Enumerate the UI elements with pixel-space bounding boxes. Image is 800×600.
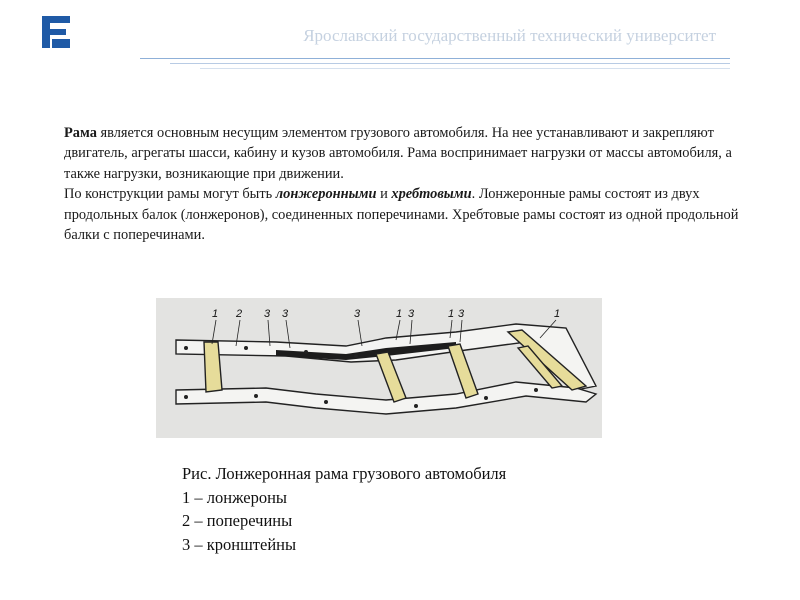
frame-figure (156, 298, 602, 438)
caption-item: 1 – лонжероны (182, 487, 287, 507)
figure-label: 1 (448, 308, 455, 320)
header-divider (140, 58, 730, 59)
truck-frame-drawing (156, 298, 602, 438)
paragraph-types: По конструкции рамы могут быть лонжеронными и хребтовыми. Лонжеронные рамы состоят из двух продольных балок (лонжеронов), соединенных поперечинами. Хребтовые рамы состоят из одной продольной балки с поперечинами. (64, 186, 739, 244)
figure-label: 1 (554, 308, 561, 320)
figure-caption (182, 462, 506, 556)
figure-label: 2 (236, 308, 243, 320)
figure-label: 1 (396, 308, 403, 320)
caption-item: 2 – поперечины (182, 511, 293, 531)
caption-title: Рис. Лонжеронная рама грузового автомобиля (182, 464, 507, 483)
figure-label: 3 (282, 308, 289, 320)
paragraph-definition: Рама является основным несущим элементом грузового автомобиля. На нее устанавливают и закрепляют двигатель, агрегаты шасси, кабину и кузов автомобиля. Рама воспринимает нагрузки от массы автомобиля, а также нагрузки, возникающие при движении. (64, 125, 732, 182)
term-backbone: хребтовыми (391, 186, 472, 203)
term-ladder: лонжеронными (275, 186, 377, 203)
term-frame: Рама (64, 125, 97, 141)
header-divider (170, 63, 730, 64)
figure-label: 3 (354, 308, 361, 320)
university-title: Ярославский государственный технический университет (303, 26, 716, 45)
caption-item: 3 – кронштейны (182, 534, 297, 554)
figure-label: 1 (212, 308, 219, 320)
figure-label: 3 (458, 308, 465, 320)
university-logo-icon (38, 14, 74, 50)
figure-label: 3 (264, 308, 271, 320)
header-divider (200, 68, 730, 69)
figure-label: 3 (408, 308, 415, 320)
body-text (64, 123, 754, 245)
